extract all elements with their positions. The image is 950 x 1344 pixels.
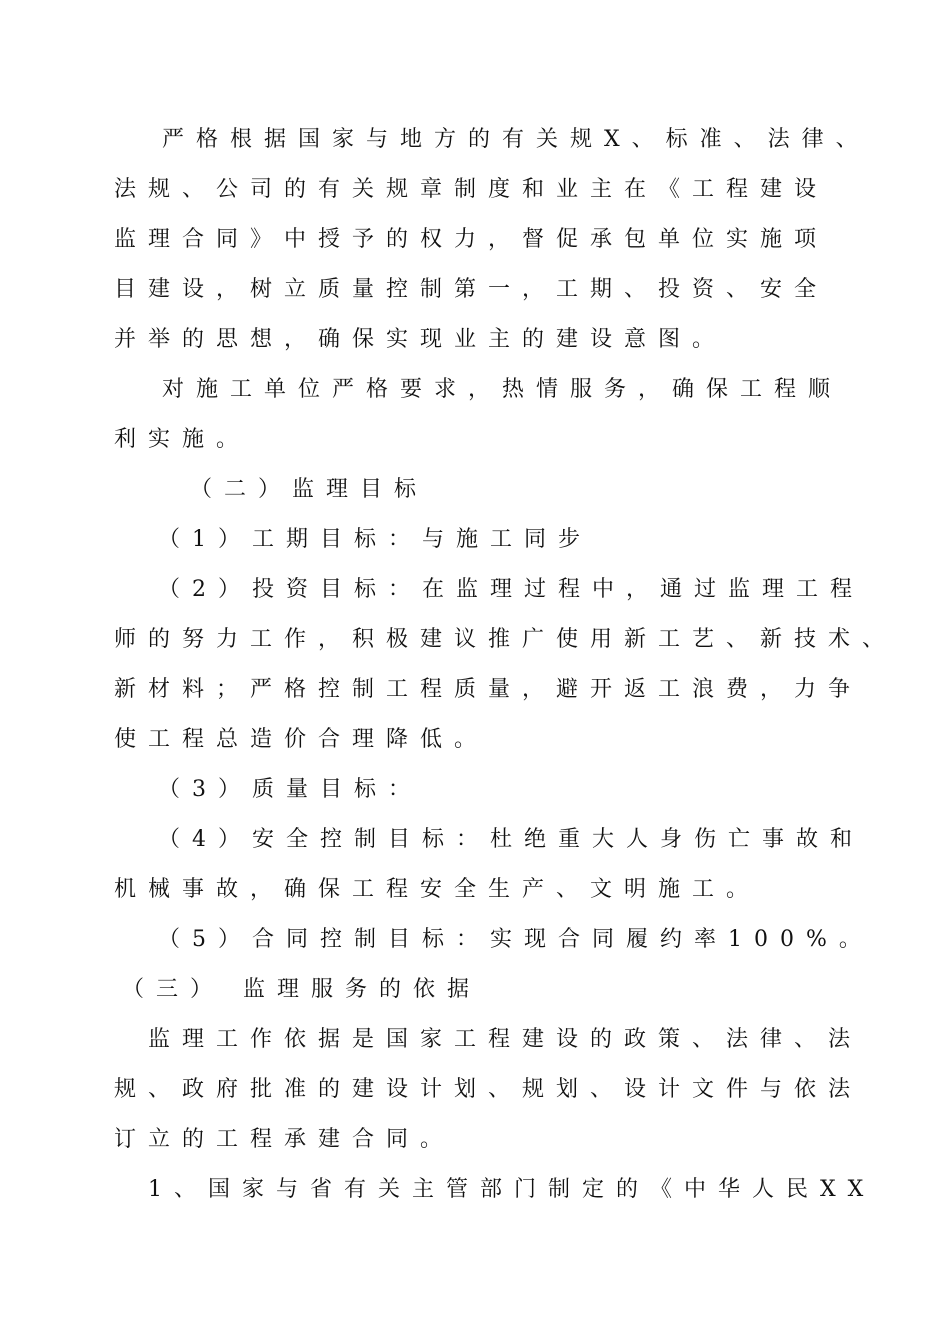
paragraph-line: 监理工作依据是国家工程建设的政策、法律、法 <box>148 1027 863 1052</box>
paragraph-line: 订立的工程承建合同。 <box>114 1127 455 1152</box>
paragraph-line: 严格根据国家与地方的有关规X、标准、法律、 <box>162 127 870 152</box>
list-item: （1）工期目标：与施工同步 <box>158 527 592 552</box>
paragraph-line: 并举的思想，确保实现业主的建设意图。 <box>114 327 727 352</box>
list-item: （5）合同控制目标：实现合同履约率100%。 <box>158 927 873 952</box>
paragraph-line: 机械事故，确保工程安全生产、文明施工。 <box>114 877 761 902</box>
list-item: 1、国家与省有关主管部门制定的《中华人民XX <box>148 1177 876 1202</box>
paragraph-line: 使工程总造价合理降低。 <box>114 727 489 752</box>
paragraph-line: 对施工单位严格要求，热情服务，确保工程顺 <box>162 377 843 402</box>
list-item: （3）质量目标： <box>158 777 422 802</box>
section-heading: （二）监理目标 <box>190 477 429 502</box>
paragraph-line: 利实施。 <box>114 427 251 452</box>
paragraph-line: 师的努力工作，积极建议推广使用新工艺、新技术、 <box>114 627 897 652</box>
paragraph-line: 法规、公司的有关规章制度和业主在《工程建设 <box>114 177 829 202</box>
paragraph-line: 目建设，树立质量控制第一，工期、投资、安全 <box>114 277 829 302</box>
paragraph-line: 监理合同》中授予的权力，督促承包单位实施项 <box>114 227 829 252</box>
section-heading: （三） 监理服务的依据 <box>122 977 481 1002</box>
paragraph-line: 规、政府批准的建设计划、规划、设计文件与依法 <box>114 1077 863 1102</box>
list-item: （4）安全控制目标：杜绝重大人身伤亡事故和 <box>158 827 864 852</box>
paragraph-line: 新材料；严格控制工程质量，避开返工浪费，力争 <box>114 677 863 702</box>
list-item: （2）投资目标：在监理过程中，通过监理工程 <box>158 577 864 602</box>
